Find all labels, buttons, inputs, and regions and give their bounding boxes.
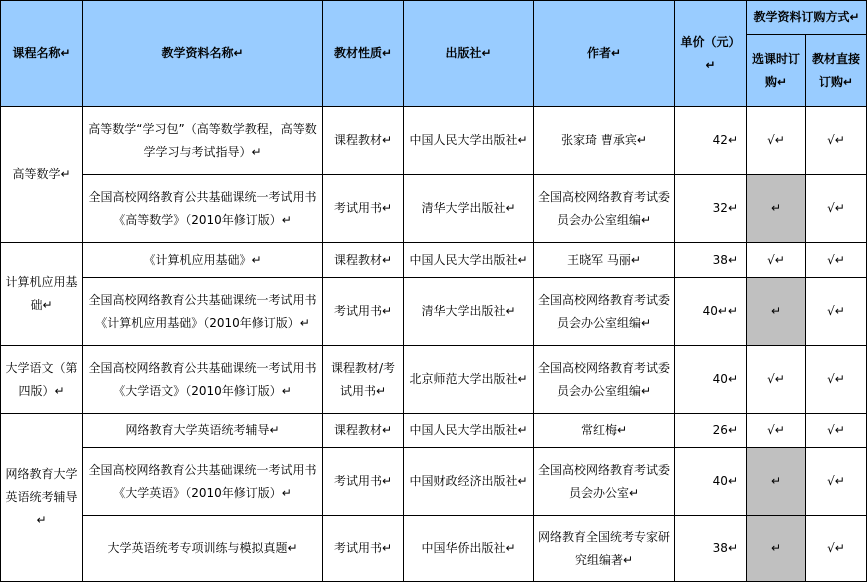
price-cell: 40↵↵ bbox=[675, 278, 747, 346]
header-nature: 教材性质↵ bbox=[323, 1, 404, 107]
direct-order-cell: √↵ bbox=[806, 346, 867, 414]
publisher-cell: 中国人民大学出版社↵ bbox=[404, 107, 534, 175]
nature-cell: 考试用书↵ bbox=[323, 278, 404, 346]
header-material-name: 教学资料名称↵ bbox=[83, 1, 323, 107]
price-cell: 40↵ bbox=[675, 346, 747, 414]
course-order-cell: √↵ bbox=[747, 346, 806, 414]
header-order-method: 教学资料订购方式↵ bbox=[747, 1, 867, 35]
author-cell: 全国高校网络教育考试委员会办公室组编↵ bbox=[534, 278, 675, 346]
course-order-cell: √↵ bbox=[747, 243, 806, 278]
nature-cell: 课程教材↵ bbox=[323, 107, 404, 175]
course-order-cell: ↵ bbox=[747, 448, 806, 516]
course-order-cell: ↵ bbox=[747, 516, 806, 582]
price-cell: 38↵ bbox=[675, 243, 747, 278]
price-cell: 40↵ bbox=[675, 448, 747, 516]
nature-cell: 考试用书↵ bbox=[323, 516, 404, 582]
header-author: 作者↵ bbox=[534, 1, 675, 107]
publisher-cell: 中国华侨出版社↵ bbox=[404, 516, 534, 582]
material-cell: 大学英语统考专项训练与模拟真题↵ bbox=[83, 516, 323, 582]
course-order-cell: ↵ bbox=[747, 278, 806, 346]
direct-order-cell: √↵ bbox=[806, 448, 867, 516]
nature-cell: 课程教材/考试用书↵ bbox=[323, 346, 404, 414]
direct-order-cell: √↵ bbox=[806, 278, 867, 346]
course-order-cell: √↵ bbox=[747, 414, 806, 448]
nature-cell: 课程教材↵ bbox=[323, 414, 404, 448]
direct-order-cell: √↵ bbox=[806, 414, 867, 448]
course-cell: 网络教育大学英语统考辅导↵ bbox=[1, 414, 83, 582]
material-cell: 全国高校网络教育公共基础课统一考试用书《大学英语》（2010年修订版）↵ bbox=[83, 448, 323, 516]
material-cell: 全国高校网络教育公共基础课统一考试用书《计算机应用基础》（2010年修订版）↵ bbox=[83, 278, 323, 346]
nature-cell: 考试用书↵ bbox=[323, 448, 404, 516]
author-cell: 全国高校网络教育考试委员会办公室组编↵ bbox=[534, 175, 675, 243]
direct-order-cell: √↵ bbox=[806, 243, 867, 278]
author-cell: 全国高校网络教育考试委员会办公室组编↵ bbox=[534, 346, 675, 414]
publisher-cell: 中国财政经济出版社↵ bbox=[404, 448, 534, 516]
material-cell: 全国高校网络教育公共基础课统一考试用书《大学语文》（2010年修订版）↵ bbox=[83, 346, 323, 414]
header-course-name: 课程名称↵ bbox=[1, 1, 83, 107]
direct-order-cell: √↵ bbox=[806, 175, 867, 243]
direct-order-cell: √↵ bbox=[806, 107, 867, 175]
header-price: 单价（元）↵ bbox=[675, 1, 747, 107]
price-cell: 38↵ bbox=[675, 516, 747, 582]
publisher-cell: 中国人民大学出版社↵ bbox=[404, 414, 534, 448]
publisher-cell: 北京师范大学出版社↵ bbox=[404, 346, 534, 414]
price-cell: 42↵ bbox=[675, 107, 747, 175]
header-publisher: 出版社↵ bbox=[404, 1, 534, 107]
publisher-cell: 清华大学出版社↵ bbox=[404, 278, 534, 346]
course-cell: 大学语文（第四版）↵ bbox=[1, 346, 83, 414]
nature-cell: 课程教材↵ bbox=[323, 243, 404, 278]
material-cell: 网络教育大学英语统考辅导↵ bbox=[83, 414, 323, 448]
author-cell: 张家琦 曹承宾↵ bbox=[534, 107, 675, 175]
course-order-cell: √↵ bbox=[747, 107, 806, 175]
publisher-cell: 中国人民大学出版社↵ bbox=[404, 243, 534, 278]
author-cell: 网络教育全国统考专家研究组编著↵ bbox=[534, 516, 675, 582]
header-order-direct: 教材直接订购↵ bbox=[806, 35, 867, 107]
publisher-cell: 清华大学出版社↵ bbox=[404, 175, 534, 243]
price-cell: 26↵ bbox=[675, 414, 747, 448]
author-cell: 全国高校网络教育考试委员会办公室↵ bbox=[534, 448, 675, 516]
price-cell: 32↵ bbox=[675, 175, 747, 243]
nature-cell: 考试用书↵ bbox=[323, 175, 404, 243]
material-cell: 高等数学“学习包”（高等数学教程，高等数学学习与考试指导）↵ bbox=[83, 107, 323, 175]
material-cell: 全国高校网络教育公共基础课统一考试用书《高等数学》（2010年修订版）↵ bbox=[83, 175, 323, 243]
author-cell: 常红梅↵ bbox=[534, 414, 675, 448]
author-cell: 王晓军 马丽↵ bbox=[534, 243, 675, 278]
course-cell: 高等数学↵ bbox=[1, 107, 83, 243]
direct-order-cell: √↵ bbox=[806, 516, 867, 582]
course-order-cell: ↵ bbox=[747, 175, 806, 243]
material-cell: 《计算机应用基础》↵ bbox=[83, 243, 323, 278]
course-cell: 计算机应用基础↵ bbox=[1, 243, 83, 346]
header-order-course: 选课时订购↵ bbox=[747, 35, 806, 107]
